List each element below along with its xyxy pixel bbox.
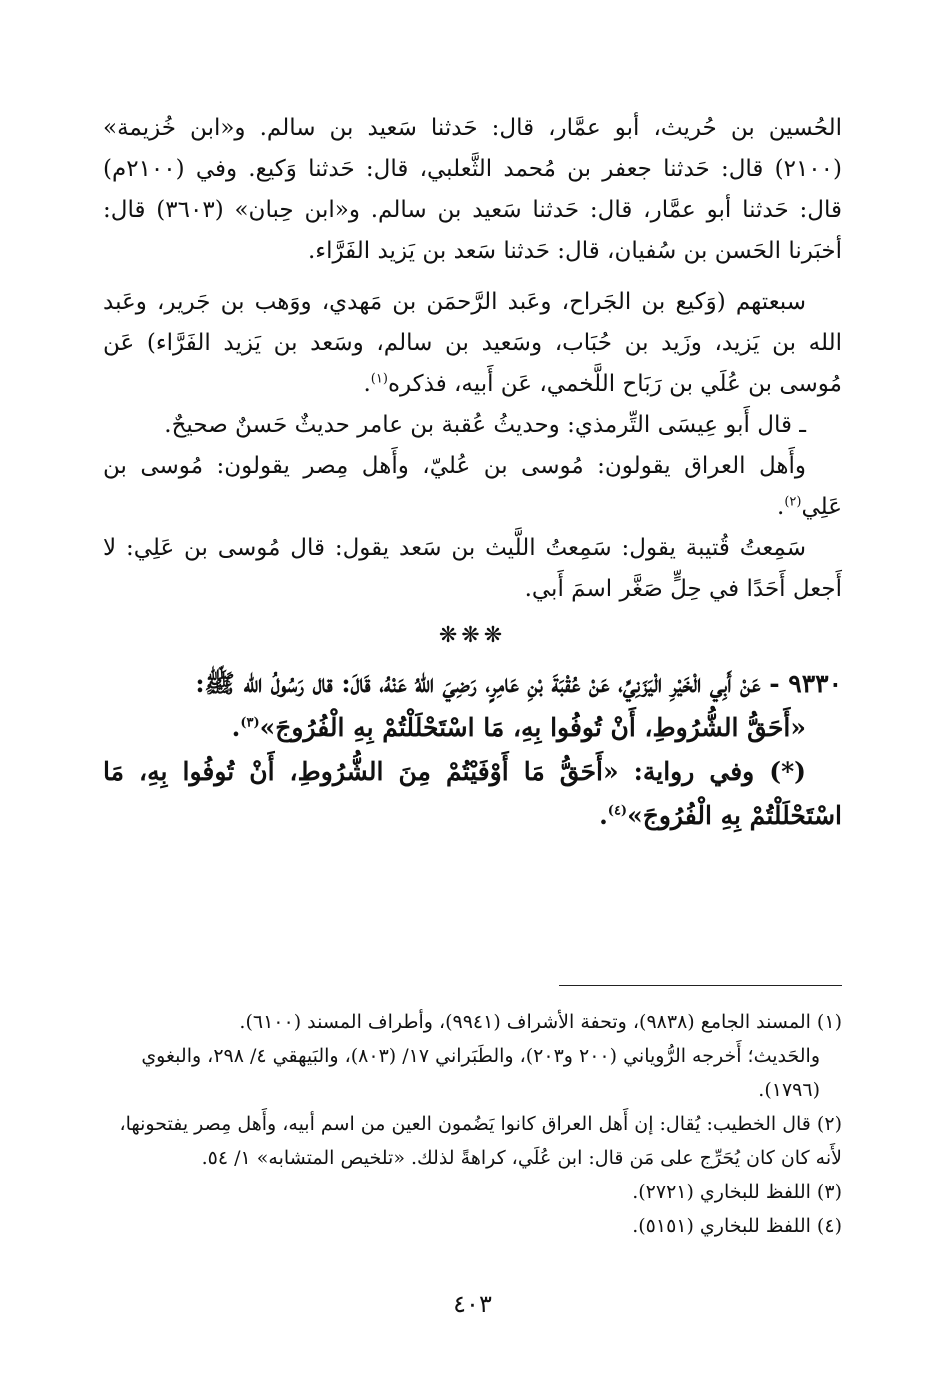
footnote-ref-2[interactable]: (٢) [784, 494, 802, 510]
page-number: ٤٠٣ [453, 1290, 492, 1318]
paragraph-text: وأَهل العراق يقولون: مُوسى بن عُليّ، وأَهل مِصر يقولون: مُوسى بن عَلِي [103, 453, 842, 520]
footnote-2: (٢) قال الخطيب: يُقال: إن أَهل العراق كانوا يَضُمون العين من اسم أبيه، وأَهل مِصر يفتحونها، لأَنه كان كان يُحَرِّج على مَن قال: ابن عُلَي، كراهةً لذلك. «تلخيص المتشابه» ١/ ٥٤. [119, 1113, 842, 1169]
section-divider: ❋❋❋ [438, 623, 507, 648]
footnote-ref-4[interactable]: (٤) [607, 803, 628, 819]
paragraph-isnad: الحُسين بن حُريث، أبو عمَّار، قال: حَدثنا سَعيد بن سالم. و«ابن خُزيمة» (٢١٠٠) قال: حَدثنا جعفر بن مُحمد الثَّعلبي، قال: حَدثنا وَكيع. وفي (٢١٠٠م) قال: حَدثنا أبو عمَّار، قال: حَدثنا سَعيد بن سالم. و«ابن حِبان» (٣٦٠٣) قال: أخبَرنا الحَسن بن سُفيان، قال: حَدثنا سَعد بن يَزيد الفَرَّاء. [103, 115, 842, 264]
paragraph-text: سبعتهم (وَكيع بن الجَراح، وعَبد الرَّحمَن بن مَهدي، ووَهب بن جَرير، وعَبد الله بن يَزيد، وزَيد بن حُبَاب، وسَعيد بن سالم، وسَعد بن يَزيد الفَرَّاء) عَن مُوسى بن عُلَي بن رَبَاح اللَّخمي، عَن أَبيه، فذكره [103, 289, 842, 397]
paragraph-iraq: وأَهل العراق يقولون: مُوسى بن عُليّ، وأَهل مِصر يقولون: مُوسى بن عَلِي$^{(٢)}$. [103, 453, 842, 520]
footnote-3: (٣) اللفظ للبخاري (٢٧٢١). [632, 1181, 842, 1203]
hadith-heading: ٩٣٣٠ - عَنْ أَبِي الْخَيْرِ الْيَزَنِيِّ، عَنْ عُقْبَةَ بْنِ عَامِرٍ، رَضِيَ اللهُ عَنْهُ، قَالَ: قال رَسُولُ الله ﷺ: [195, 669, 842, 698]
footnotes [103, 1005, 842, 1243]
footnote-divider [559, 985, 842, 986]
footnote-ref-3[interactable]: (٣) [240, 715, 260, 731]
footnote-1: (١) المسند الجامع (٩٨٣٨)، وتحفة الأشراف (٩٩٤١)، وأطراف المسند (٦١٠٠). [239, 1011, 842, 1033]
paragraph-tirmidhi: ـ قال أَبو عِيسَى التِّرمذي: وحديثُ عُقبة بن عامر حديثٌ حَسنٌ صحيحٌ. [164, 412, 806, 438]
main-text [103, 108, 842, 838]
footnote-ref-1[interactable]: (١) [370, 371, 388, 387]
hadith-text: «أَحَقُّ الشُّرُوطِ، أَنْ تُوفُوا بِهِ، مَا اسْتَحْلَلْتُمْ بِهِ الْفُرُوجَ»$^{(٣)}$. [231, 713, 806, 742]
footnote-4: (٤) اللفظ للبخاري (٥١٥١). [632, 1215, 842, 1237]
hadith-variant: (*) وفي رواية: «أَحَقُّ مَا أَوْفَيْتُمْ مِنَ الشُّرُوطِ، أَنْ تُوفُوا بِهِ، مَا اسْتَحْلَلْتُمْ بِهِ الْفُرُوجَ»$^{(٤)}$. [103, 757, 842, 830]
paragraph-qutayba: سَمِعتُ قُتيبة يقول: سَمِعتُ اللَّيث بن سَعد يقول: قال مُوسى بن عَلِي: لا أَجعل أَحَدًا في حِلٍّ صَغَّر اسمَ أَبي. [103, 535, 842, 602]
paragraph-sabatuhum: سبعتهم (وَكيع بن الجَراح، وعَبد الرَّحمَن بن مَهدي، ووَهب بن جَرير، وعَبد الله بن يَزيد، وزَيد بن حُبَاب، وسَعيد بن سالم، وسَعد بن يَزيد الفَرَّاء) عَن مُوسى بن عُلَي بن رَبَاح اللَّخمي، عَن أَبيه، فذكره$^{(١)}$. [103, 289, 842, 397]
footnote-1-continued: والحَديث؛ أَخرجه الرُّوياني (٢٠٠ و٢٠٣)، والطَبَراني ١٧/ (٨٠٣)، والبَيهقي ٤/ ٢٩٨، والبغوي (١٧٩٦). [141, 1045, 820, 1101]
